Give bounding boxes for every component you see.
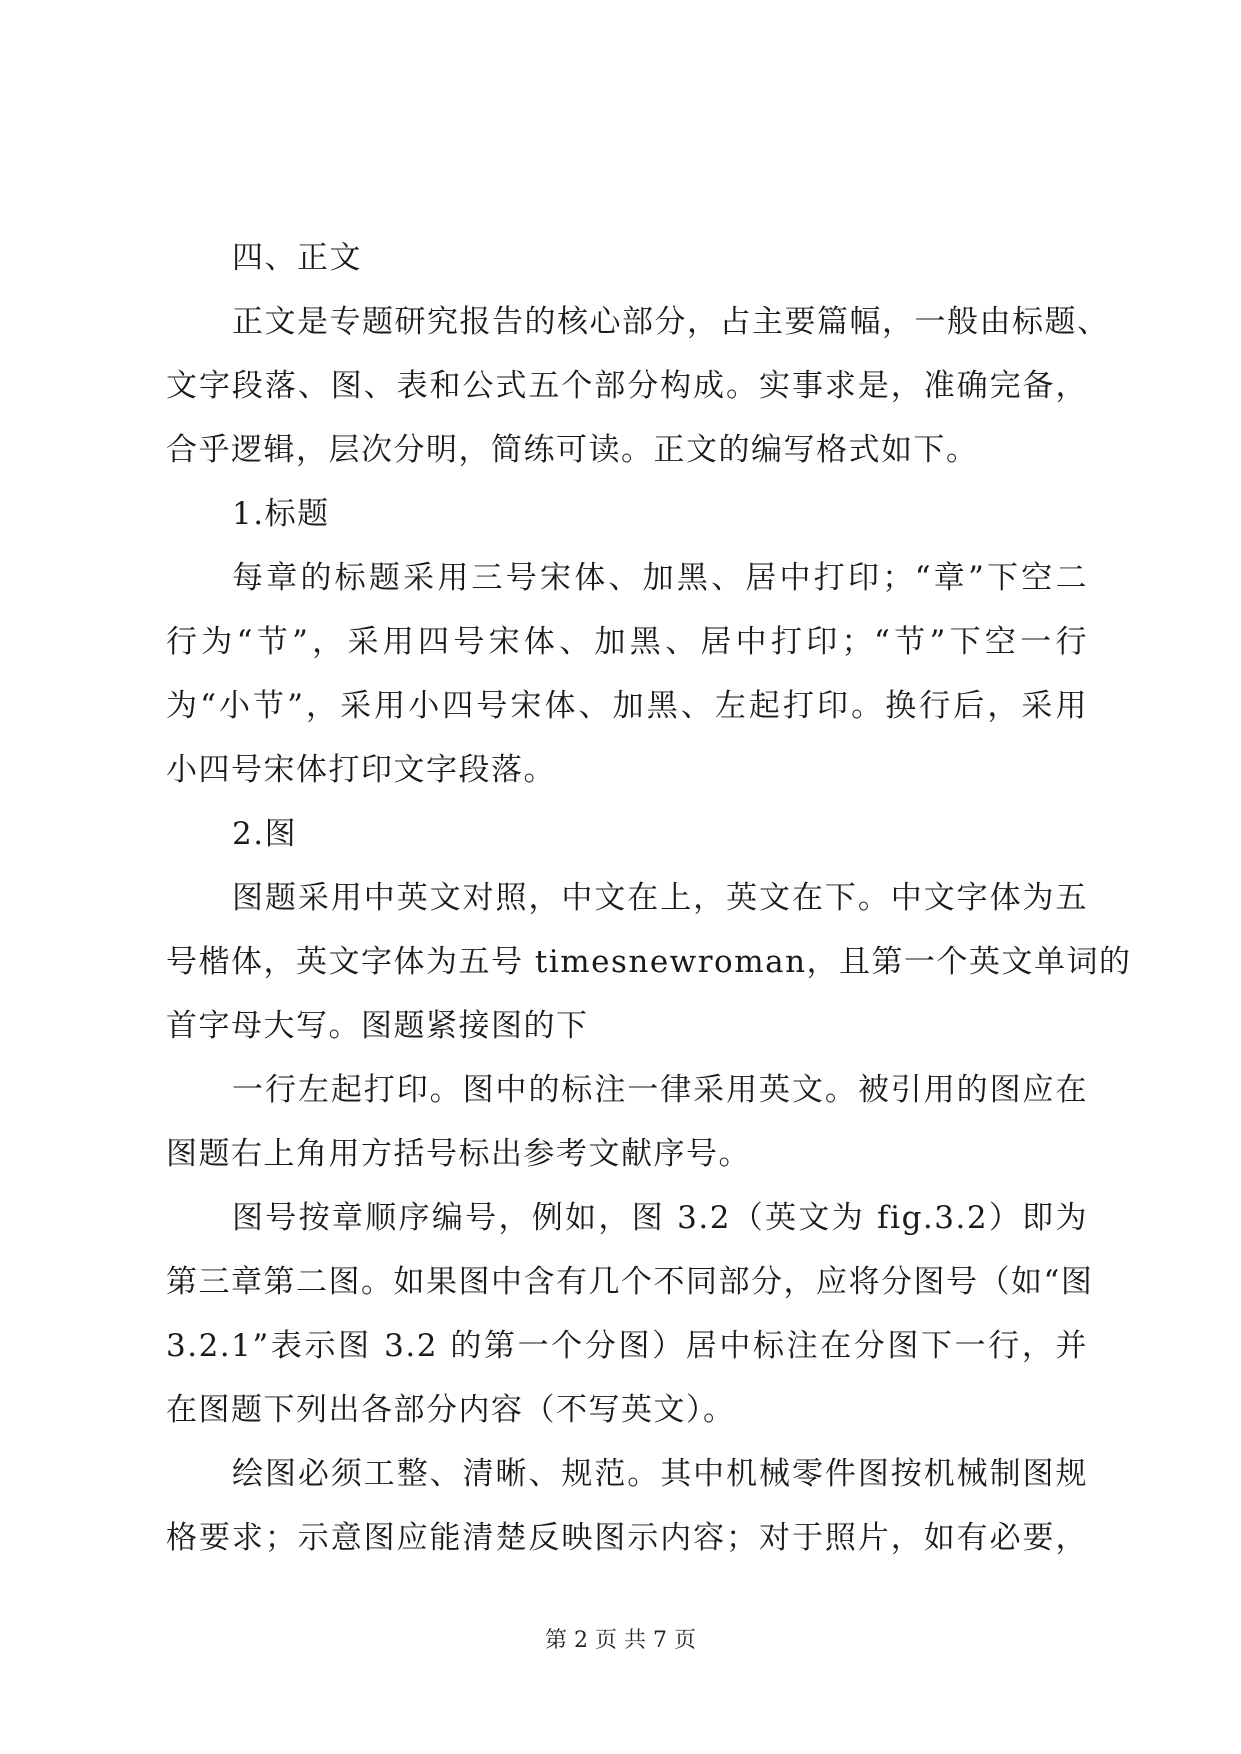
subheading-figure: 2.图 [232, 816, 298, 852]
text-line: 正文是专题研究报告的核心部分，占主要篇幅，一般由标题、 [232, 304, 1110, 340]
text-line: 图号按章顺序编号，例如，图 3.2（英文为 fig.3.2）即为 [232, 1200, 1088, 1236]
text-line: 文字段落、图、表和公式五个部分构成。实事求是，准确完备， [166, 368, 1088, 404]
text-line: 首字母大写。图题紧接图的下 [166, 1008, 589, 1044]
paragraph-5 [166, 1186, 1094, 1442]
text-line: 格要求；示意图应能清楚反映图示内容；对于照片，如有必要， [166, 1520, 1088, 1556]
text-line: 第三章第二图。如果图中含有几个不同部分，应将分图号（如“图 [166, 1264, 1094, 1300]
text-line: 每章的标题采用三号宋体、加黑、居中打印；“章”下空二 [232, 560, 1088, 596]
text-line: 在图题下列出各部分内容（不写英文）。 [166, 1392, 736, 1428]
text-line: 图题右上角用方括号标出参考文献序号。 [166, 1136, 751, 1172]
text-line: 号楷体，英文字体为五号 timesnewroman，且第一个英文单词的 [166, 944, 1132, 980]
text-line: 合乎逻辑，层次分明，简练可读。正文的编写格式如下。 [166, 432, 979, 468]
paragraph-6 [166, 1442, 1088, 1570]
paragraph-1 [166, 290, 1110, 482]
paragraph-3 [166, 866, 1132, 1058]
document-body [166, 226, 1132, 1570]
paragraph-4 [166, 1058, 1088, 1186]
text-line: 绘图必须工整、清晰、规范。其中机械零件图按机械制图规 [232, 1456, 1088, 1492]
subheading-title: 1.标题 [232, 496, 330, 532]
page-number: 第 2 页 共 7 页 [545, 1628, 696, 1653]
text-line: 图题采用中英文对照，中文在上，英文在下。中文字体为五 [232, 880, 1088, 916]
text-line: 行为“节”，采用四号宋体、加黑、居中打印；“节”下空一行 [166, 624, 1088, 660]
paragraph-2 [166, 546, 1088, 802]
text-line: 3.2.1”表示图 3.2 的第一个分图）居中标注在分图下一行，并 [166, 1328, 1088, 1364]
text-line: 一行左起打印。图中的标注一律采用英文。被引用的图应在 [232, 1072, 1088, 1108]
section-heading: 四、正文 [232, 240, 362, 276]
text-line: 为“小节”，采用小四号宋体、加黑、左起打印。换行后，采用 [166, 688, 1088, 724]
text-line: 小四号宋体打印文字段落。 [166, 752, 556, 788]
